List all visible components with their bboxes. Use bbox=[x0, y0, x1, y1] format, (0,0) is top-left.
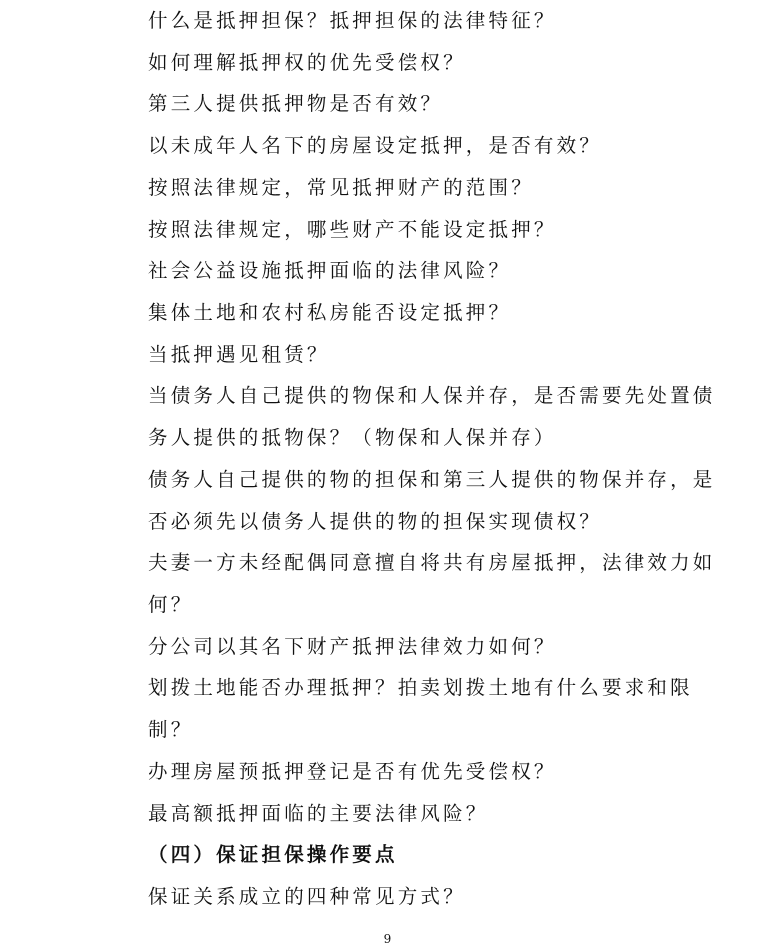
text-line: 保证关系成立的四种常见方式？ bbox=[148, 885, 466, 908]
section-heading: （四）保证担保操作要点 bbox=[148, 843, 398, 866]
text-line: 第三人提供抵押物是否有效？ bbox=[148, 92, 444, 115]
text-line: 以未成年人名下的房屋设定抵押，是否有效？ bbox=[148, 134, 603, 157]
text-line: 何？ bbox=[148, 593, 194, 616]
text-line: 集体土地和农村私房能否设定抵押？ bbox=[148, 301, 512, 324]
text-line: 当债务人自己提供的物保和人保并存，是否需要先处置债 bbox=[148, 384, 716, 407]
text-line: 按照法律规定，常见抵押财产的范围？ bbox=[148, 176, 534, 199]
text-line: 债务人自己提供的物的担保和第三人提供的物保并存，是 bbox=[148, 468, 716, 491]
text-line: 夫妻一方未经配偶同意擅自将共有房屋抵押，法律效力如 bbox=[148, 551, 716, 574]
page-number: 9 bbox=[383, 932, 392, 946]
text-line: 如何理解抵押权的优先受偿权？ bbox=[148, 51, 466, 74]
text-line: 分公司以其名下财产抵押法律效力如何？ bbox=[148, 635, 557, 658]
text-line: 按照法律规定，哪些财产不能设定抵押？ bbox=[148, 218, 557, 241]
text-line: 务人提供的抵物保？（物保和人保并存） bbox=[148, 426, 557, 449]
text-line: 制？ bbox=[148, 718, 194, 741]
text-line: 最高额抵押面临的主要法律风险？ bbox=[148, 802, 489, 825]
text-line: 划拨土地能否办理抵押？拍卖划拨土地有什么要求和限 bbox=[148, 676, 693, 699]
text-line: 否必须先以债务人提供的物的担保实现债权？ bbox=[148, 510, 603, 533]
text-line: 什么是抵押担保？抵押担保的法律特征？ bbox=[148, 9, 557, 32]
text-line: 当抵押遇见租赁？ bbox=[148, 343, 330, 366]
text-line: 社会公益设施抵押面临的法律风险？ bbox=[148, 259, 512, 282]
text-line: 办理房屋预抵押登记是否有优先受偿权？ bbox=[148, 760, 557, 783]
